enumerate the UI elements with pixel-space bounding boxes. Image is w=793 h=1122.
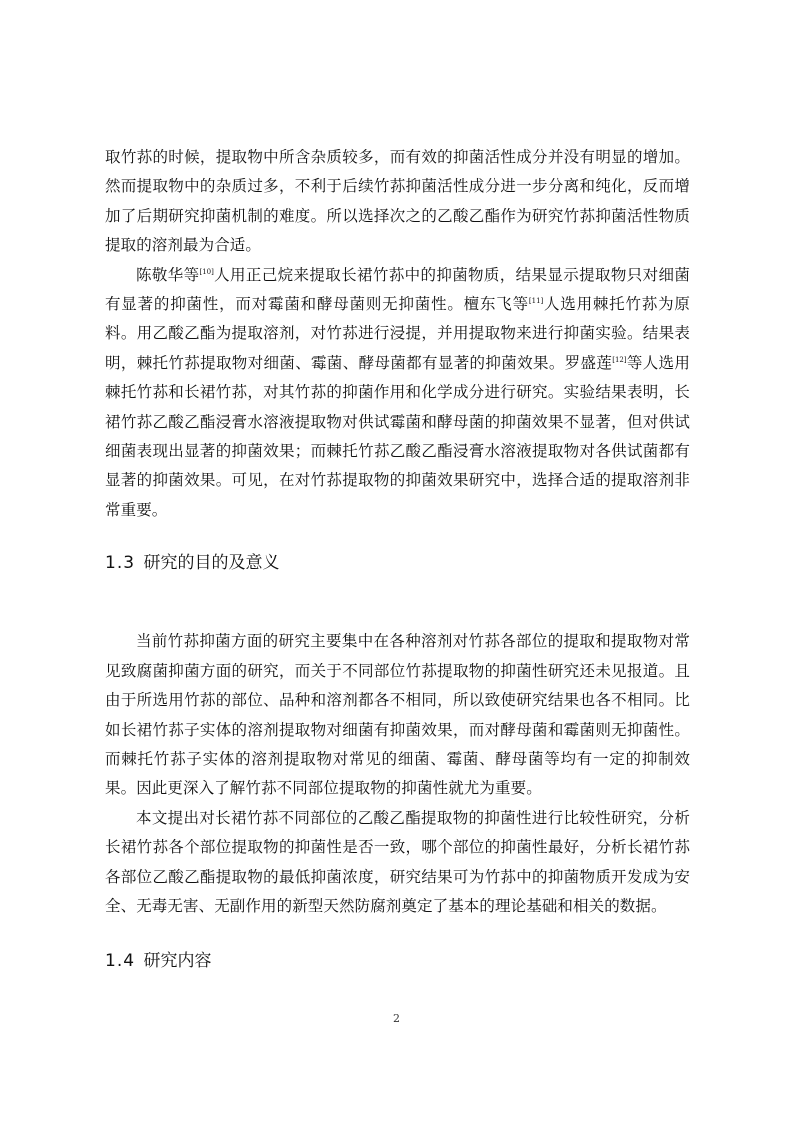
page-number: 2 bbox=[393, 1012, 400, 1025]
citation-12: [12] bbox=[612, 355, 627, 364]
paragraph-2-text-1: 陈敬华等 bbox=[136, 265, 200, 284]
page-body bbox=[105, 143, 690, 973]
paragraph-2-text-2: 人用正己烷来提取长裙竹荪中的抑菌物质，结果显示提取物只对细菌有显著的抑菌性，而对霉菌和酵母菌则无抑菌性。檀东飞等 bbox=[105, 265, 690, 314]
body-paragraph-1: 取竹荪的时候，提取物中所含杂质较多，而有效的抑菌活性成分并没有明显的增加。然而提取物中的杂质过多，不利于后续竹荪抑菌活性成分进一步分离和纯化，反而增加了后期研究抑菌机制的难度。所以选择次之的乙酸乙酯作为研究竹荪抑菌活性物质提取的溶剂最为合适。 bbox=[105, 148, 690, 255]
paragraph-2-text-4: 等人选用棘托竹荪和长裙竹荪，对其竹荪的抑菌作用和化学成分进行研究。实验结果表明，长裙竹荪乙酸乙酯浸膏水溶液提取物对供试霉菌和酵母菌的抑菌效果不显著，但对供试细菌表现出显著的抑菌效果；而棘托竹荪乙酸乙酯浸膏水溶液提取物对各供试菌都有显著的抑菌效果。可见，在对竹荪提取物的抑菌效果研究中，选择合适的提取溶剂非常重要。 bbox=[105, 353, 690, 519]
body-paragraph-4: 本文提出对长裙竹荪不同部位的乙酸乙酯提取物的抑菌性进行比较性研究，分析长裙竹荪各个部位提取物的抑菌性是否一致，哪个部位的抑菌性最好，分析长裙竹荪各部位乙酸乙酯提取物的最低抑菌浓度，研究结果可为竹荪中的抑菌物质开发成为安全、无毒无害、无副作用的新型天然防腐剂奠定了基本的理论基础和相关的数据。 bbox=[105, 808, 690, 915]
spacer bbox=[105, 525, 690, 551]
section-title: 研究的目的及意义 bbox=[143, 553, 280, 574]
section-number: 1.3 bbox=[105, 553, 136, 574]
citation-11: [11] bbox=[528, 297, 544, 306]
section-title: 研究内容 bbox=[143, 951, 212, 972]
spacer bbox=[105, 575, 690, 627]
section-number: 1.4 bbox=[105, 951, 136, 972]
section-heading-1-4 bbox=[105, 949, 690, 973]
body-paragraph-2 bbox=[105, 261, 690, 526]
section-heading-1-3 bbox=[105, 551, 690, 575]
paragraph-2-text-3: 人选用棘托竹荪为原料。用乙酸乙酯为提取溶剂，对竹荪进行浸提，并用提取物来进行抑菌实验。结果表明，棘托竹荪提取物对细菌、霉菌、酵母菌都有显著的抑菌效果。罗盛莲 bbox=[105, 295, 690, 372]
citation-10: [10] bbox=[199, 267, 214, 276]
spacer bbox=[105, 921, 690, 949]
body-paragraph-3: 当前竹荪抑菌方面的研究主要集中在各种溶剂对竹荪各部位的提取和提取物对常见致腐菌抑菌方面的研究，而关于不同部位竹荪提取物的抑菌性研究还未见报道。且由于所选用竹荪的部位、品种和溶剂都各不相同，所以致使研究结果也各不相同。比如长裙竹荪子实体的溶剂提取物对细菌有抑菌效果，而对酵母菌和霉菌则无抑菌性。而棘托竹荪子实体的溶剂提取物对常见的细菌、霉菌、酵母菌等均有一定的抑制效果。因此更深入了解竹荪不同部位提取物的抑菌性就尤为重要。 bbox=[105, 632, 690, 798]
